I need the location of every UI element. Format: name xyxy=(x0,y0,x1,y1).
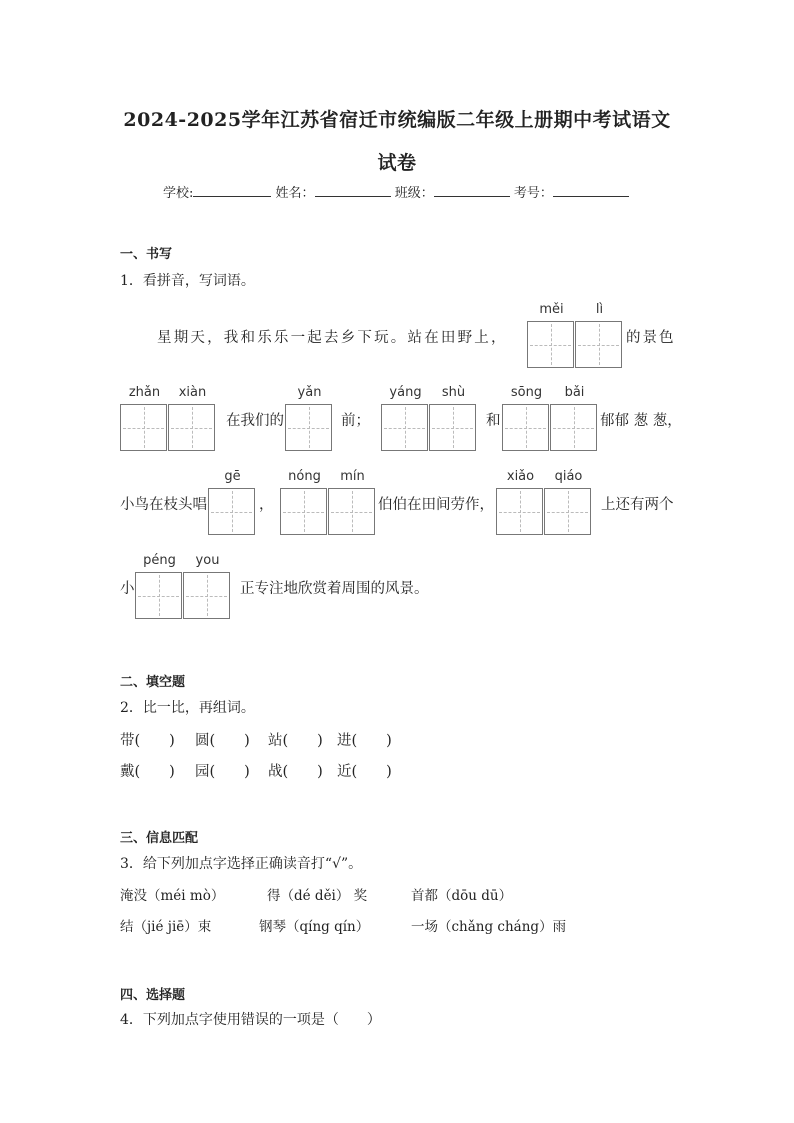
pinyin-peng: péng xyxy=(143,553,176,568)
section-heading-3: 三、信息匹配 xyxy=(120,831,199,846)
reading-item: 一场（chǎng cháng）雨 xyxy=(411,919,567,935)
number-field[interactable] xyxy=(553,184,629,197)
text-comma: ， xyxy=(259,497,274,513)
pinyin-zhan: zhǎn xyxy=(128,385,161,400)
school-field[interactable] xyxy=(193,184,271,197)
pinyin-mei: měi xyxy=(539,302,564,317)
text-yuyu: 郁郁 葱 葱， xyxy=(600,413,682,429)
text-zhuanzhu: 正专注地欣赏着周围的风景。 xyxy=(240,581,429,597)
reading-item: 首都（dōu dū） xyxy=(411,888,513,904)
writing-box-xiao[interactable] xyxy=(496,488,543,535)
writing-box-xian[interactable] xyxy=(168,404,215,451)
text-line-1: 星期天，我和乐乐一起去乡下玩。站在田野上， xyxy=(157,330,508,346)
compare-item: 圆( ) xyxy=(195,733,250,749)
compare-item: 站( ) xyxy=(268,733,323,749)
pinyin-you: you xyxy=(195,553,220,568)
compare-item: 战( ) xyxy=(268,764,323,780)
text-xiao: 小 xyxy=(120,581,135,597)
name-field[interactable] xyxy=(315,184,391,197)
pinyin-nong: nóng xyxy=(288,469,321,484)
compare-item: 戴( ) xyxy=(120,764,175,780)
text-bobo: 伯伯在田间劳作， xyxy=(378,497,494,513)
pinyin-ge: gē xyxy=(224,469,241,484)
section-heading-4: 四、选择题 xyxy=(120,988,186,1003)
exam-title-cont: 试卷 xyxy=(377,152,417,174)
writing-box-you[interactable] xyxy=(183,572,230,619)
pinyin-yang: yáng xyxy=(389,385,422,400)
writing-box-shu[interactable] xyxy=(429,404,476,451)
text-jingse: 的景色 xyxy=(626,330,676,346)
compare-item: 带( ) xyxy=(120,733,175,749)
text-xiaoniao: 小鸟在枝头唱 xyxy=(120,497,207,513)
reading-item: 钢琴（qíng qín） xyxy=(259,919,370,935)
writing-box-song[interactable] xyxy=(502,404,549,451)
writing-box-peng[interactable] xyxy=(135,572,182,619)
pinyin-xiao: xiǎo xyxy=(506,469,535,484)
school-label: 学校: xyxy=(163,186,194,201)
writing-box-min[interactable] xyxy=(328,488,375,535)
text-zaiwomen: 在我们的 xyxy=(226,413,284,429)
compare-item: 近( ) xyxy=(337,764,392,780)
pinyin-yan: yǎn xyxy=(297,385,322,400)
name-label: 姓名： xyxy=(275,186,315,201)
reading-item: 结（jié jiē）束 xyxy=(120,919,212,935)
question-1: 1．看拼音，写词语。 xyxy=(120,273,255,289)
pinyin-bai: bǎi xyxy=(564,385,585,400)
writing-box-bai[interactable] xyxy=(550,404,597,451)
section-heading-1: 一、书写 xyxy=(120,247,173,262)
question-3: 3．给下列加点字选择正确读音打“√”。 xyxy=(120,856,363,872)
pinyin-xian: xiàn xyxy=(178,385,207,400)
writing-box-qiao[interactable] xyxy=(544,488,591,535)
writing-box-li[interactable] xyxy=(575,321,622,368)
class-field[interactable] xyxy=(434,184,510,197)
class-label: 班级： xyxy=(394,186,434,201)
number-label: 考号： xyxy=(513,186,553,201)
pinyin-li: lì xyxy=(595,302,604,317)
reading-item: 淹没（méi mò） xyxy=(120,888,225,904)
writing-box-ge[interactable] xyxy=(208,488,255,535)
writing-box-yang[interactable] xyxy=(381,404,428,451)
text-shanghaiyou: 上还有两个 xyxy=(601,497,674,513)
pinyin-song: sōng xyxy=(510,385,543,400)
text-he: 和 xyxy=(486,413,501,429)
pinyin-min: mín xyxy=(340,469,365,484)
writing-box-yan[interactable] xyxy=(285,404,332,451)
writing-box-mei[interactable] xyxy=(527,321,574,368)
compare-item: 进( ) xyxy=(337,733,392,749)
pinyin-qiao: qiáo xyxy=(554,469,583,484)
writing-box-zhan[interactable] xyxy=(120,404,167,451)
question-4: 4．下列加点字使用错误的一项是（ ） xyxy=(120,1012,381,1028)
writing-box-nong[interactable] xyxy=(280,488,327,535)
section-heading-2: 二、填空题 xyxy=(120,675,186,690)
question-2: 2．比一比，再组词。 xyxy=(120,700,255,716)
info-line xyxy=(163,182,629,201)
exam-title: 2024-2025学年江苏省宿迁市统编版二年级上册期中考试语文 xyxy=(123,109,671,131)
reading-item: 得（dé děi） 奖 xyxy=(267,888,368,904)
compare-item: 园( ) xyxy=(195,764,250,780)
text-qian: 前； xyxy=(341,413,370,429)
pinyin-shu: shù xyxy=(441,385,466,400)
